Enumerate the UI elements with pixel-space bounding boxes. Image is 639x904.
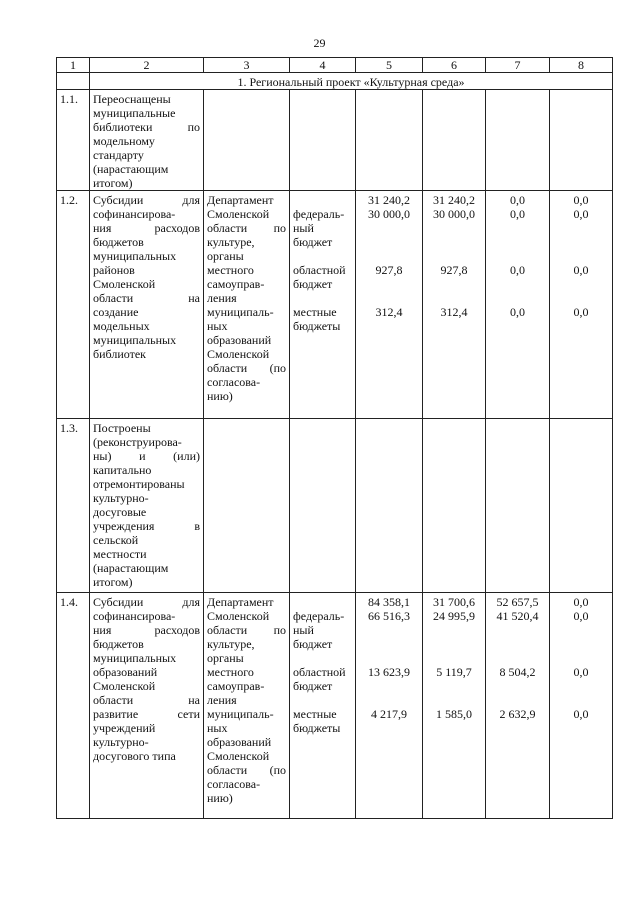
table-row [57, 191, 613, 419]
header-cell: 8 [550, 58, 613, 73]
header-cell: 6 [423, 58, 486, 73]
row-source [290, 419, 356, 593]
header-row [57, 58, 613, 73]
row-number: 1.4. [57, 593, 90, 819]
row-number: 1.2. [57, 191, 90, 419]
row-col5: 84 358,1 66 516,3 13 623,9 4 217,9 [356, 593, 423, 819]
row-col7: 0,0 0,0 0,0 0,0 [486, 191, 550, 419]
header-cell: 7 [486, 58, 550, 73]
row-col8: 0,0 0,0 0,0 0,0 [550, 191, 613, 419]
row-source [290, 90, 356, 191]
row-executor [204, 419, 290, 593]
row-source: федераль- ный бюджет областной бюджет местные бюджеты [290, 593, 356, 819]
row-col6 [423, 90, 486, 191]
row-col6: 31 240,2 30 000,0 927,8 312,4 [423, 191, 486, 419]
header-cell: 5 [356, 58, 423, 73]
row-col7: 52 657,5 41 520,4 8 504,2 2 632,9 [486, 593, 550, 819]
table-row [57, 419, 613, 593]
header-cell: 4 [290, 58, 356, 73]
row-number: 1.3. [57, 419, 90, 593]
row-col7 [486, 419, 550, 593]
row-number: 1.1. [57, 90, 90, 191]
row-name: Субсидии для софинансирова- ния расходов бюджетов муниципальных районов Смоленской области на создание модельных муниципальных библиотек [90, 191, 204, 419]
table-row [57, 593, 613, 819]
row-executor: Департамент Смоленской области по культуре, органы местного самоуправ- ления муниципаль- ных образований Смоленской области (по согласова- нию) [204, 593, 290, 819]
section-title: 1. Региональный проект «Культурная среда» [90, 73, 613, 90]
row-col7 [486, 90, 550, 191]
budget-table [56, 57, 613, 819]
row-col6 [423, 419, 486, 593]
header-cell: 1 [57, 58, 90, 73]
section-spacer [57, 73, 90, 90]
row-executor [204, 90, 290, 191]
row-name: Построены (реконструирова- ны) и (или) капитально отремонтированы культурно- досуговые учреждения в сельской местности (нарастающим итогом) [90, 419, 204, 593]
row-name: Субсидии для софинансирова- ния расходов бюджетов муниципальных образований Смоленской области на развитие сети учреждений культурно- досугового типа [90, 593, 204, 819]
row-executor: Департамент Смоленской области по культуре, органы местного самоуправ- ления муниципаль- ных образований Смоленской области (по согласова- нию) [204, 191, 290, 419]
row-col5: 31 240,2 30 000,0 927,8 312,4 [356, 191, 423, 419]
row-col8 [550, 419, 613, 593]
header-cell: 3 [204, 58, 290, 73]
row-name: Переоснащены муниципальные библиотеки по модельному стандарту (нарастающим итогом) [90, 90, 204, 191]
page-number: 29 [313, 36, 326, 50]
row-source: федераль- ный бюджет областной бюджет местные бюджеты [290, 191, 356, 419]
row-col6: 31 700,6 24 995,9 5 119,7 1 585,0 [423, 593, 486, 819]
row-col8 [550, 90, 613, 191]
header-cell: 2 [90, 58, 204, 73]
section-row [57, 73, 613, 90]
row-col5 [356, 90, 423, 191]
row-col5 [356, 419, 423, 593]
row-col8: 0,0 0,0 0,0 0,0 [550, 593, 613, 819]
table-row [57, 90, 613, 191]
